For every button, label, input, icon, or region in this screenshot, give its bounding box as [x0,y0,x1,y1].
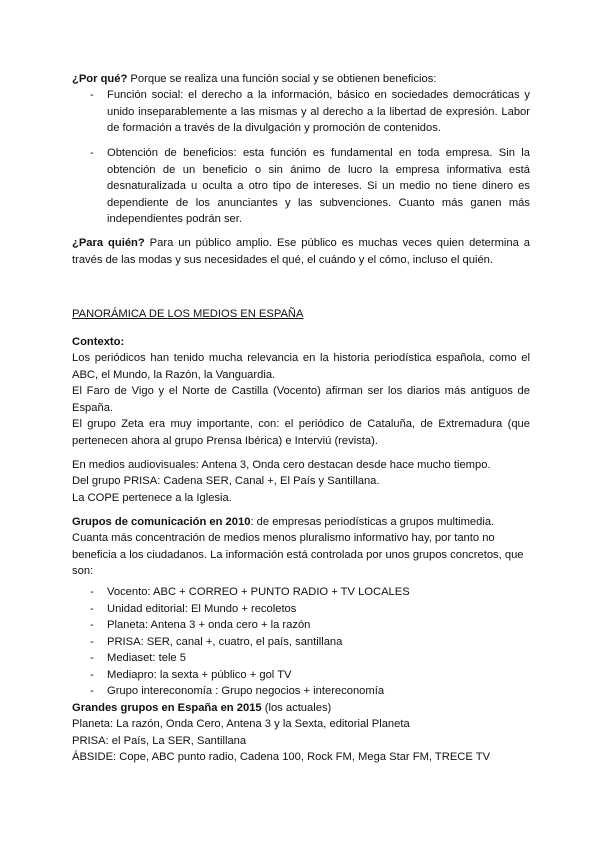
groups-2015-subtitle: (los actuales) [261,702,332,714]
list-item [90,667,530,684]
dash-bullet: - [90,586,94,598]
list-item-text: Planeta: Antena 3 + onda cero + la razón [107,619,311,631]
context-line-prisa: Del grupo PRISA: Cadena SER, Canal +, El País y Santillana. [72,475,380,487]
groups-2015-heading [72,700,530,717]
context-line-cope: La COPE pertenece a la Iglesia. [72,492,232,504]
list-item [90,683,530,700]
group-line-abside: ÁBSIDE: Cope, ABC punto radio, Cadena 100, Rock FM, Mega Star FM, TRECE TV [72,751,491,763]
list-item-text: Mediapro: la sexta + público + gol TV [107,668,292,681]
groups-2010-subtitle: : de empresas periodísticas a grupos multimedia. [250,516,495,528]
groups-2010-list [90,584,530,700]
groups-2010-heading [72,514,530,531]
dash-bullet: - [90,619,94,631]
context-paragraph-1: Los periódicos han tenido mucha relevancia en la historia periodística española, como el ABC, el Mundo, la Razón, la Vanguardia. [72,352,530,381]
dash-bullet: - [90,635,94,648]
for-whom-label: ¿Para quién? [72,237,145,249]
why-text: Porque se realiza una función social y se obtienen beneficios: [127,73,437,85]
group-line-planeta: Planeta: La razón, Onda Cero, Antena 3 y la Sexta, editorial Planeta [72,718,410,730]
list-item-text: Vocento: ABC + CORREO + PUNTO RADIO + TV LOCALES [107,586,410,598]
for-whom-paragraph [72,235,530,268]
dash-bullet: - [90,685,94,697]
list-item [90,634,530,651]
context-line-audiovisual: En medios audiovisuales: Antena 3, Onda cero destacan desde hace mucho tiempo. [72,459,491,471]
list-item-text: Unidad editorial: El Mundo + recoletos [107,602,297,615]
groups-2015-title: Grandes grupos en España en 2015 [72,702,262,714]
for-whom-text: Para un público amplio. Ese público es muchas veces quien determina a través de las modas y sus necesidades el qué, el cuándo y el cómo, incluso el quién. [72,237,530,266]
why-item-social-text: Función social: el derecho a la información, básico en sociedades democráticas y unido inseparablemente a las mismas y al derecho a la libertad de expresión. Labor de formación a través de la divulgación y promoción de contenidos. [107,89,530,134]
list-item-text: Mediaset: tele 5 [107,652,186,664]
groups-2010-description [72,530,530,580]
dash-bullet: - [90,89,94,101]
why-label: ¿Por qué? [72,73,128,85]
context-paragraph-3: El grupo Zeta era muy importante, con: el periódico de Cataluña, de Extremadura (que pertenecen ahora al grupo Prensa Ibérica) e Interviú (revista). [72,418,530,447]
why-item-social [90,87,530,137]
why-paragraph [72,71,530,88]
list-item-text: PRISA: SER, canal +, cuatro, el país, santillana [107,635,343,648]
context-heading: Contexto: [72,336,125,348]
context-paragraph-2: El Faro de Vigo y el Norte de Castilla (Vocento) afirman ser los diarios más antiguos de España. [72,385,530,414]
list-item [90,584,530,601]
group-line-prisa: PRISA: el País, La SER, Santillana [72,734,247,747]
section-title [72,306,530,323]
dash-bullet: - [90,652,94,664]
description-line: son: [72,565,94,577]
description-line: Cuanta más concentración de medios menos pluralismo informativo hay, por tanto no [72,532,495,544]
list-item [90,601,530,618]
description-line: beneficia a los ciudadanos. La información está controlada por unos grupos concretos, que [72,548,524,561]
dash-bullet: - [90,668,94,681]
section-title-text: PANORÁMICA DE LOS MEDIOS EN ESPAÑA [72,308,304,320]
list-item-text: Grupo intereconomía : Grupo negocios + intereconomía [107,685,385,697]
groups-2015-list [72,716,530,766]
dash-bullet: - [90,602,94,615]
list-item [90,617,530,634]
why-item-profit [90,145,530,228]
dash-bullet: - [90,147,94,159]
groups-2010-title: Grupos de comunicación en 2010 [72,516,251,528]
why-item-profit-text: Obtención de beneficios: esta función es fundamental en toda empresa. Sin la obtención de un beneficio o sin ánimo de lucro la empresa informativa está desnaturalizada u oculta a otro tipo de intereses. Si un medio no tiene dinero es dependiente de los anunciantes y las subvenciones. Cuanto más ganen más independientes podrán ser. [107,147,530,225]
list-item [90,650,530,667]
